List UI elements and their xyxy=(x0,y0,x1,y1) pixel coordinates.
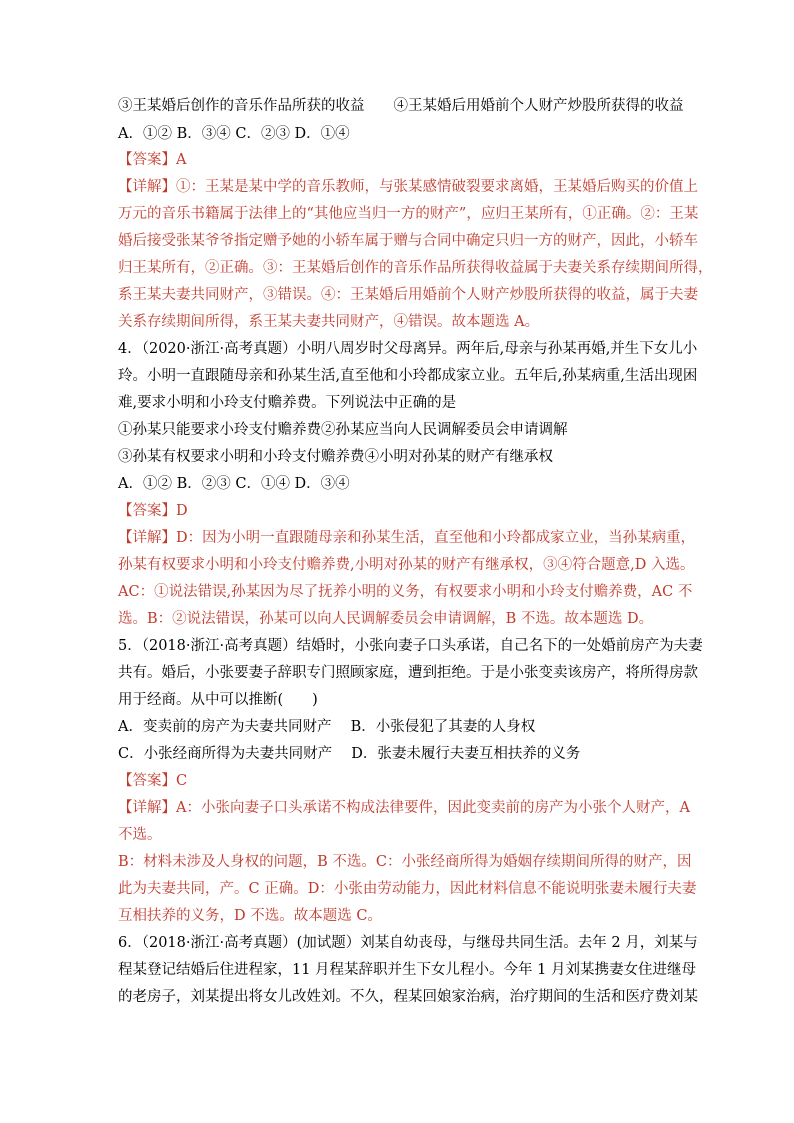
text-line: ③王某婚后创作的音乐作品所获的收益 ④王某婚后用婚前个人财产炒股所获得的收益 xyxy=(118,98,684,114)
text-line: B：材料未涉及人身权的问题，B 不选。C：小张经商所得为婚姻存续期间所得的财产，因 xyxy=(118,854,692,870)
text-line: 共有。婚后，小张要妻子辞职专门照顾家庭，遭到拒绝。于是小张变卖该房产，将所得房款 xyxy=(118,665,698,681)
text-line: 选。B：②说法错误，孙某可以向人民调解委员会申请调解，B 不选。故本题选 D。 xyxy=(118,611,654,627)
text-line: 程某登记结婚后住进程家，11 月程某辞职并生下女儿程小。今年 1 月刘某携妻女住进继母 xyxy=(118,962,696,978)
text-line: 归王某所有，②正确。③：王某婚后创作的音乐作品所获得收益属于夫妻关系存续期间所得， xyxy=(118,260,713,276)
text-line: ③孙某有权要求小明和小玲支付赡养费④小明对孙某的财产有继承权 xyxy=(118,449,553,465)
text-line: 关系存续期间所得，系王某夫妻共同财产，④错误。故本题选 A。 xyxy=(118,314,540,330)
text-line: 【答案】A xyxy=(118,152,187,168)
text-line: 4．（2020·浙江·高考真题）小明八周岁时父母离异。两年后,母亲与孙某再婚,并生下女儿小 xyxy=(118,341,698,357)
text-line: A．①② B．③④ C．②③ D．①④ xyxy=(118,126,350,142)
text-line: 孙某有权要求小明和小玲支付赡养费,小明对孙某的财产有继承权，③④符合题意,D 入选。 xyxy=(118,557,695,573)
text-line: 不选。 xyxy=(118,827,162,843)
text-line: C．小张经商所得为夫妻共同财产 D．张妻未履行夫妻互相扶养的义务 xyxy=(118,746,581,762)
text-line: 互相扶养的义务，D 不选。故本题选 C。 xyxy=(118,908,382,924)
text-line: A．①② B．②③ C．①④ D．③④ xyxy=(118,476,350,492)
text-line: 用于经商。从中可以推断( ) xyxy=(118,692,318,708)
text-line: 5．（2018·浙江·高考真题）结婚时，小张向妻子口头承诺，自己名下的一处婚前房产为夫妻 xyxy=(118,638,703,654)
text-line: 【详解】A：小张向妻子口头承诺不构成法律要件，因此变卖前的房产为小张个人财产，A xyxy=(118,800,690,816)
text-line: 【答案】C xyxy=(118,773,188,789)
text-line: 万元的音乐书籍属于法律上的“其他应当归一方的财产”，应归王某所有，①正确。②：王某 xyxy=(118,206,699,222)
text-line: 难,要求小明和小玲支付赡养费。下列说法中正确的是 xyxy=(118,395,457,411)
text-line: 【详解】①：王某是某中学的音乐教师，与张某感情破裂要求离婚，王某婚后购买的价值上 xyxy=(118,179,698,195)
text-line: 婚后接受张某爷爷指定赠予她的小轿车属于赠与合同中确定只归一方的财产，因此，小轿车 xyxy=(118,233,698,249)
text-line: A．变卖前的房产为夫妻共同财产 B．小张侵犯了其妻的人身权 xyxy=(118,719,536,735)
text-line: AC：①说法错误,孙某因为尽了抚养小明的义务，有权要求小明和小玲支付赡养费，AC 不 xyxy=(118,584,693,600)
text-line: 此为夫妻共同，产。C 正确。D：小张由劳动能力，因此材料信息不能说明张妻未履行夫妻 xyxy=(118,881,697,897)
text-line: ①孙某只能要求小玲支付赡养费②孙某应当向人民调解委员会申请调解 xyxy=(118,422,568,438)
text-line: 玲。小明一直跟随母亲和孙某生活,直至他和小玲都成家立业。五年后,孙某病重,生活出现困 xyxy=(118,368,698,384)
text-line: 【详解】D：因为小明一直跟随母亲和孙某生活，直至他和小玲都成家立业，当孙某病重， xyxy=(118,530,696,546)
text-line: 6．（2018·浙江·高考真题）(加试题）刘某自幼丧母，与继母共同生活。去年 2 月，刘某与 xyxy=(118,935,698,951)
text-line: 的老房子，刘某提出将女儿改姓刘。不久，程某回娘家治病，治疗期间的生活和医疗费刘某 xyxy=(118,989,698,1005)
text-line: 【答案】D xyxy=(118,503,188,519)
text-line: 系王某夫妻共同财产，③错误。④：王某婚后用婚前个人财产炒股所获得的收益，属于夫妻 xyxy=(118,287,698,303)
